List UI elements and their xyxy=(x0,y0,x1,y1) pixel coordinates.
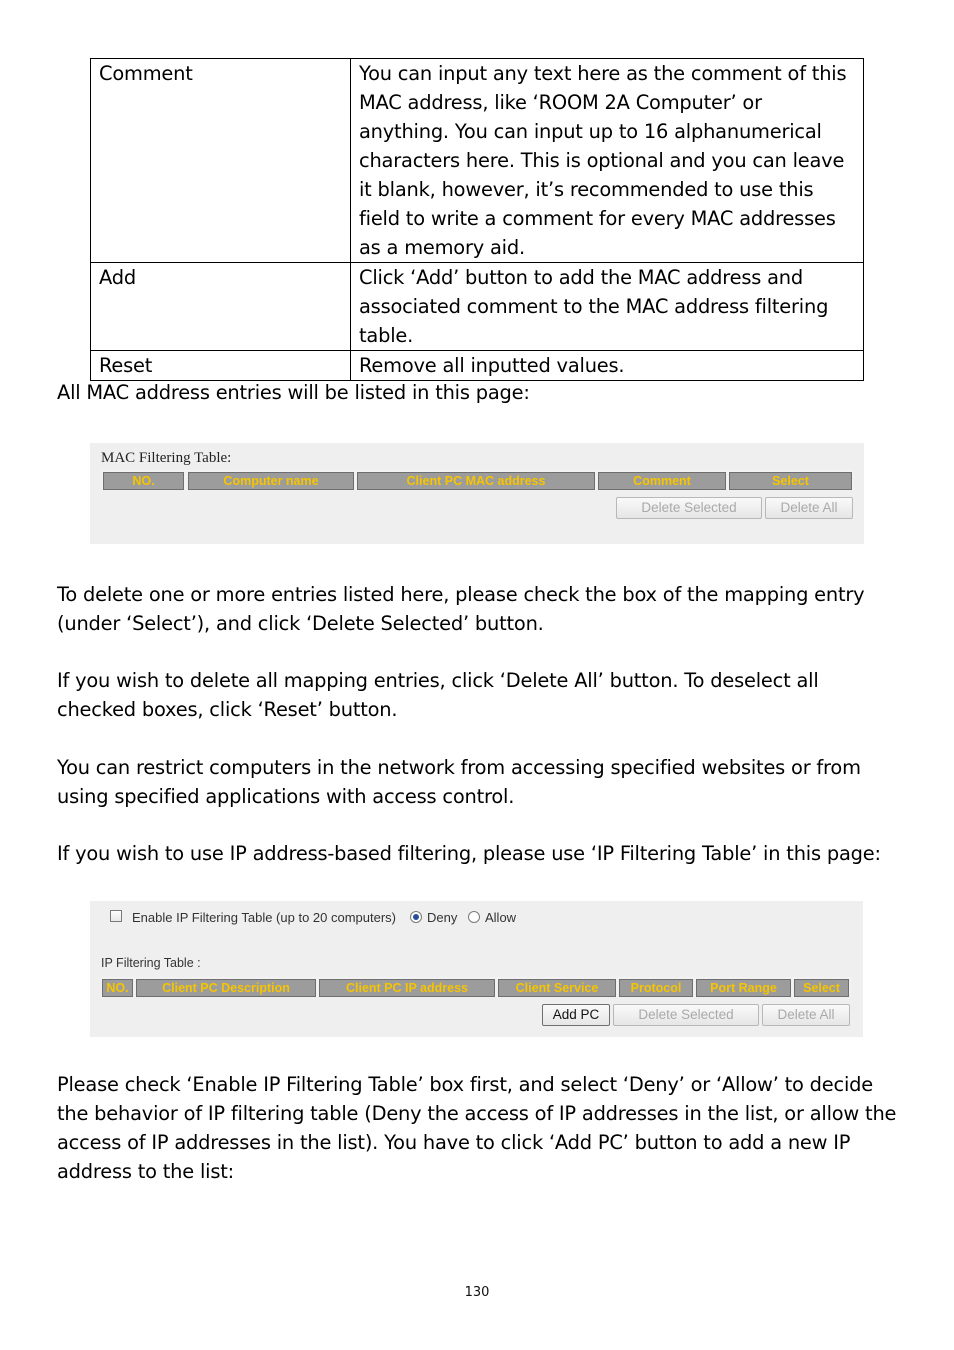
mac-filtering-panel xyxy=(90,443,864,544)
col-client-service: Client Service xyxy=(498,979,616,997)
table-row xyxy=(91,351,864,381)
col-select: Select xyxy=(729,472,852,490)
col-protocol: Protocol xyxy=(619,979,693,997)
allow-radio[interactable] xyxy=(468,911,480,923)
row-value: Remove all inputted values. xyxy=(351,351,864,381)
paragraph-ip-intro: If you wish to use IP address-based filtering, please use ‘IP Filtering Table’ in this page: xyxy=(57,842,881,865)
row-value: Click ‘Add’ button to add the MAC address and associated comment to the MAC address filtering table. xyxy=(351,263,864,351)
row-key: Reset xyxy=(91,351,351,381)
deny-label: Deny xyxy=(427,910,458,925)
allow-label: Allow xyxy=(485,910,517,925)
col-port-range: Port Range xyxy=(696,979,791,997)
delete-selected-button[interactable]: Delete Selected xyxy=(616,497,762,519)
ip-table-label: IP Filtering Table : xyxy=(101,956,201,970)
ip-filtering-panel xyxy=(90,901,863,1037)
col-client-ip: Client PC IP address xyxy=(319,979,495,997)
col-select: Select xyxy=(794,979,849,997)
col-client-description: Client PC Description xyxy=(136,979,316,997)
paragraph-restrict: You can restrict computers in the network from accessing specified websites or from using specified applications with access control. xyxy=(57,756,861,808)
col-computer-name: Computer name xyxy=(188,472,354,490)
table-row xyxy=(91,59,864,263)
deny-radio[interactable] xyxy=(410,911,422,923)
delete-all-button[interactable]: Delete All xyxy=(765,497,853,519)
mac-table-title: MAC Filtering Table: xyxy=(101,450,232,466)
table-row xyxy=(91,263,864,351)
add-pc-button[interactable]: Add PC xyxy=(542,1004,610,1026)
row-value: You can input any text here as the comment of this MAC address, like ‘ROOM 2A Computer’ or anything. You can input up to 16 alphanumerical characters here. This is optional and you can leave it blank, however, it’s recommended to use this field to write a comment for every MAC addresses as a memory aid. xyxy=(351,59,864,263)
enable-ip-filtering-label: Enable IP Filtering Table (up to 20 computers) xyxy=(132,910,396,925)
paragraph-delete-entries: To delete one or more entries listed here, please check the box of the mapping entry (under ‘Select’), and click ‘Delete Selected’ button. xyxy=(57,583,865,635)
page-number: 130 xyxy=(464,1285,490,1300)
enable-ip-filtering-checkbox[interactable] xyxy=(110,910,122,922)
paragraph-delete-all: If you wish to delete all mapping entries, click ‘Delete All’ button. To deselect all checked boxes, click ‘Reset’ button. xyxy=(57,669,819,721)
col-no: NO. xyxy=(102,979,133,997)
mac-table-header xyxy=(101,470,854,490)
col-mac-address: Client PC MAC address xyxy=(357,472,595,490)
ip-table-header xyxy=(101,977,851,997)
paragraph-enable-instructions: Please check ‘Enable IP Filtering Table’ box first, and select ‘Deny’ or ‘Allow’ to decide the behavior of IP filtering table (Deny the access of IP addresses in the list, or allow the access of IP addresses in the list). You have to click ‘Add PC’ button to add a new IP address to the list: xyxy=(57,1073,897,1183)
delete-selected-button[interactable]: Delete Selected xyxy=(613,1004,759,1026)
description-table xyxy=(90,58,864,381)
paragraph-mac-intro: All MAC address entries will be listed in this page: xyxy=(57,381,530,404)
col-comment: Comment xyxy=(598,472,726,490)
delete-all-button[interactable]: Delete All xyxy=(762,1004,850,1026)
row-key: Add xyxy=(91,263,351,351)
row-key: Comment xyxy=(91,59,351,263)
col-no: NO. xyxy=(103,472,184,490)
